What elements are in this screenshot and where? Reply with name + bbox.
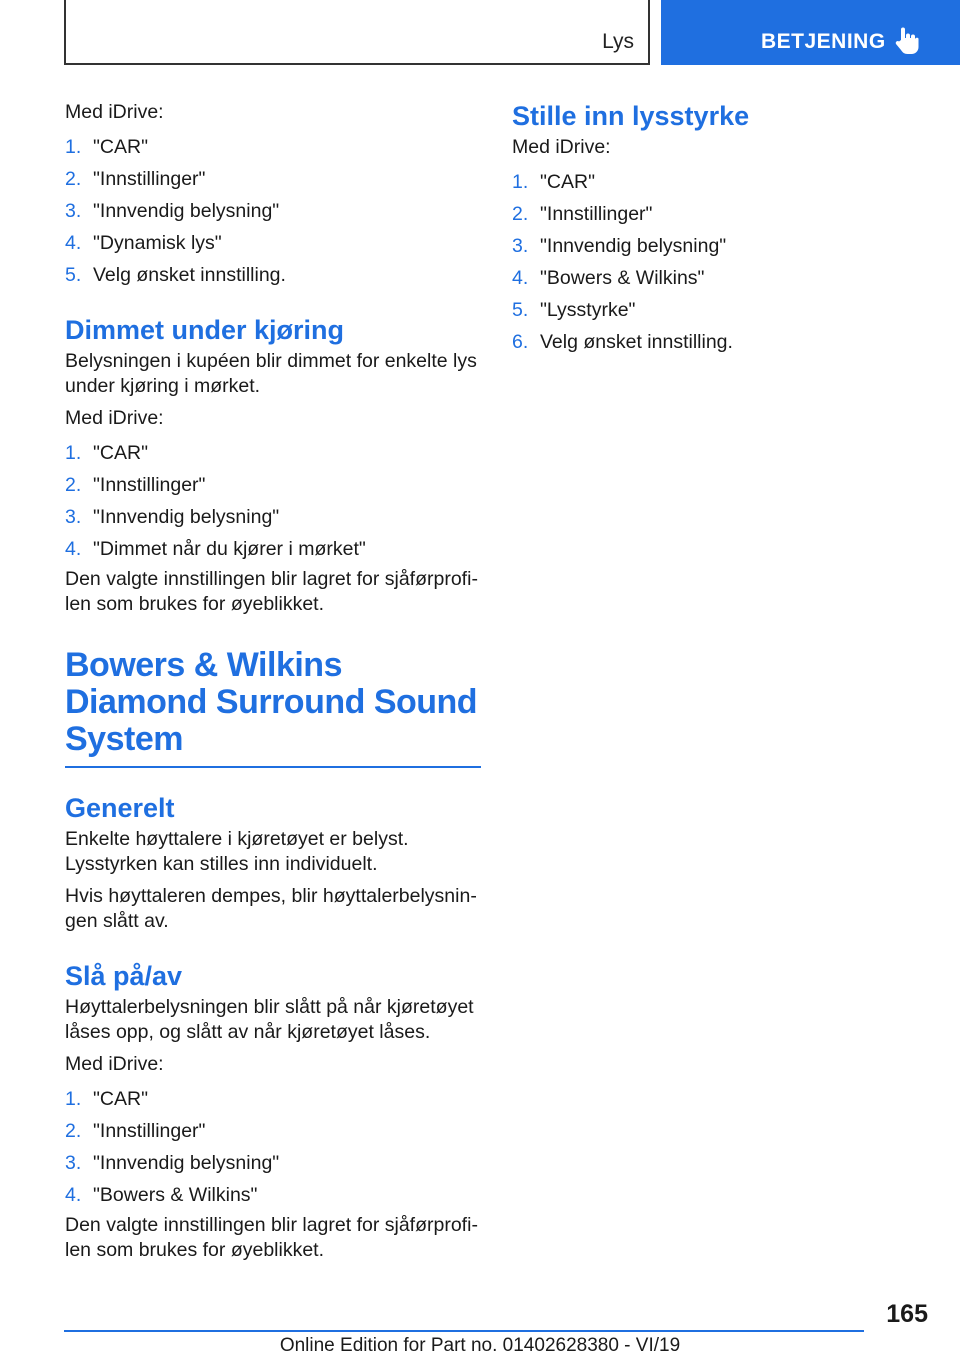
- dim-steps: [65, 441, 481, 562]
- list-item: 1. "CAR": [65, 1088, 149, 1110]
- list-item: 1. "CAR": [65, 136, 149, 158]
- list-item: 5. Velg ønsket innstilling.: [65, 264, 286, 286]
- dynamic-light-steps: [65, 135, 481, 288]
- list-item: 3. "Innvendig belysning": [512, 235, 727, 257]
- header-section-box: [64, 0, 650, 65]
- list-item: 1. "CAR": [512, 171, 596, 193]
- page-number: 165: [886, 1300, 928, 1328]
- list-item: 4. "Bowers & Wilkins": [65, 1184, 258, 1206]
- dim-text: Belysningen i kupéen blir dimmet for enkelte lys under kjøring i mørket.: [65, 350, 477, 397]
- brightness-heading: Stille inn lysstyrke: [512, 101, 750, 131]
- brightness-steps: [512, 170, 928, 355]
- onoff-steps: [65, 1087, 481, 1208]
- list-item: 6. Velg ønsket innstilling.: [512, 331, 733, 353]
- header-chapter-tab: [661, 0, 960, 65]
- right-column: [512, 100, 928, 362]
- pointing-hand-icon: [893, 26, 919, 56]
- list-item: 2. "Innstillinger": [65, 474, 206, 496]
- heading-divider: [65, 766, 481, 768]
- list-item: 4. "Dimmet når du kjører i mørket": [65, 538, 366, 560]
- onoff-idrive-intro: Med iDrive:: [65, 1053, 164, 1075]
- idrive-intro: Med iDrive:: [65, 101, 164, 123]
- left-column: [65, 100, 481, 1263]
- brightness-idrive-intro: Med iDrive:: [512, 136, 611, 158]
- general-heading: Generelt: [65, 793, 175, 823]
- list-item: 3. "Innvendig belysning": [65, 200, 280, 222]
- footer-edition: Online Edition for Part no. 01402628380 - VI/19: [279, 1335, 681, 1356]
- header-chapter-title: BETJENING: [761, 30, 886, 53]
- list-item: 2. "Innstillinger": [512, 203, 653, 225]
- list-item: 2. "Innstillinger": [65, 1120, 206, 1142]
- onoff-heading: Slå på/av: [65, 961, 183, 991]
- onoff-note: Den valgte innstillingen blir lagret for sjåførprofilen som brukes for øyeblikket.: [65, 1214, 478, 1261]
- list-item: 3. "Innvendig belysning": [65, 506, 280, 528]
- list-item: 3. "Innvendig belysning": [65, 1152, 280, 1174]
- onoff-text: Høyttalerbelysningen blir slått på når kjøretøyet låses opp, og slått av når kjøretøyet låses.: [65, 996, 474, 1043]
- list-item: 1. "CAR": [65, 442, 149, 464]
- footer-divider: [64, 1330, 864, 1332]
- list-item: 4. "Bowers & Wilkins": [512, 267, 705, 289]
- bw-heading: Bowers & Wilkins Diamond Surround Sound System: [65, 646, 478, 758]
- list-item: 5. "Lysstyrke": [512, 299, 636, 321]
- general-text-1: Enkelte høyttalere i kjøretøyet er belyst. Lysstyrken kan stilles inn individuelt.: [65, 828, 409, 875]
- list-item: 2. "Innstillinger": [65, 168, 206, 190]
- header-section-title: Lys: [602, 30, 634, 53]
- dim-idrive-intro: Med iDrive:: [65, 407, 164, 429]
- dim-heading: Dimmet under kjøring: [65, 315, 345, 345]
- general-text-2: Hvis høyttaleren dempes, blir høyttalerbelysningen slått av.: [65, 885, 477, 932]
- dim-note: Den valgte innstillingen blir lagret for sjåførprofilen som brukes for øyeblikket.: [65, 568, 478, 615]
- list-item: 4. "Dynamisk lys": [65, 232, 222, 254]
